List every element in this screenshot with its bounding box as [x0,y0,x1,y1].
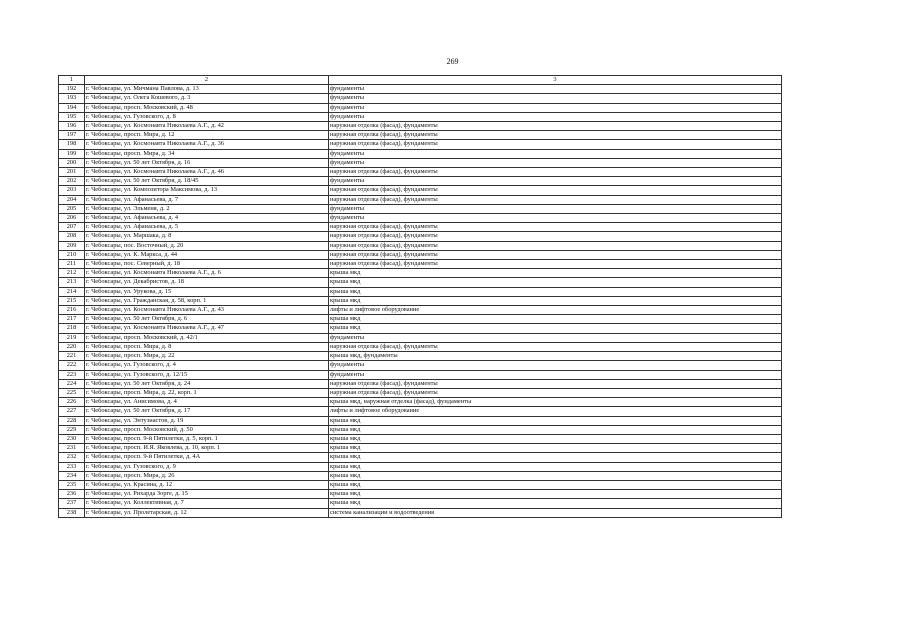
table-row [59,85,782,94]
address-cell: г. Чебоксары, ул. Эльменя, д. 2 [85,204,329,213]
works-cell: крыша мкд [329,315,782,324]
works-cell: фундаменты [329,158,782,167]
address-cell: г. Чебоксары, ул. Декабристов, д. 18 [85,278,329,287]
row-number: 223 [59,370,85,379]
row-number: 193 [59,94,85,103]
address-cell: г. Чебоксары, просп. 9-й Пятилетки, д. 4А [85,453,329,462]
address-cell: г. Чебоксары, ул. 50 лет Октября, д. 17 [85,407,329,416]
works-cell: лифты и лифтовое оборудование [329,306,782,315]
table-row [59,379,782,388]
address-cell: г. Чебоксары, просп. Мира, д. 22, корп. 1 [85,388,329,397]
table-row [59,398,782,407]
address-cell: г. Чебоксары, ул. 50 лет Октября, д. 24 [85,379,329,388]
table-row [59,241,782,250]
row-number: 227 [59,407,85,416]
address-cell: г. Чебоксары, ул. Космонавта Николаева А.Г., д. 43 [85,306,329,315]
works-cell: крыша мкд, наружная отделка (фасад), фундаменты [329,398,782,407]
works-cell: крыша мкд [329,416,782,425]
works-cell: крыша мкд [329,269,782,278]
row-number: 217 [59,315,85,324]
table-row [59,352,782,361]
address-cell: г. Чебоксары, ул. Маршака, д. 8 [85,232,329,241]
table-row [59,416,782,425]
table-row [59,186,782,195]
row-number: 225 [59,388,85,397]
row-number: 234 [59,471,85,480]
address-cell: г. Чебоксары, ул. Красина, д. 12 [85,480,329,489]
table-row [59,94,782,103]
table-row [59,508,782,517]
row-number: 204 [59,195,85,204]
works-cell: наружная отделка (фасад), фундаменты [329,195,782,204]
table-row [59,490,782,499]
works-cell: крыша мкд [329,471,782,480]
row-number: 192 [59,85,85,94]
row-number: 209 [59,241,85,250]
table-row [59,407,782,416]
table-row [59,287,782,296]
address-cell: г. Чебоксары, ул. Космонавта Николаева А.Г., д. 36 [85,140,329,149]
works-cell: наружная отделка (фасад), фундаменты [329,140,782,149]
works-cell: крыша мкд [329,278,782,287]
row-number: 238 [59,508,85,517]
table-row [59,103,782,112]
address-cell: г. Чебоксары, просп. И.Я. Яковлева, д. 10, корп. 1 [85,444,329,453]
address-cell: г. Чебоксары, ул. К. Маркса, д. 44 [85,250,329,259]
table-row [59,370,782,379]
table-row [59,425,782,434]
address-cell: г. Чебоксары, ул. Рихарда Зорге, д. 15 [85,490,329,499]
row-number: 235 [59,480,85,489]
works-cell: наружная отделка (фасад), фундаменты [329,232,782,241]
table-row [59,324,782,333]
table-row [59,444,782,453]
table-row [59,480,782,489]
works-cell: фундаменты [329,177,782,186]
row-number: 230 [59,434,85,443]
row-number: 215 [59,296,85,305]
address-cell: г. Чебоксары, ул. 50 лет Октября, д. 16 [85,158,329,167]
row-number: 208 [59,232,85,241]
row-number: 207 [59,223,85,232]
row-number: 211 [59,260,85,269]
row-number: 222 [59,361,85,370]
address-cell: г. Чебоксары, просп. Мира, д. 22 [85,352,329,361]
row-number: 197 [59,131,85,140]
table-row [59,204,782,213]
address-cell: г. Чебоксары, ул. 50 лет Октября, д. 18/45 [85,177,329,186]
row-number: 206 [59,214,85,223]
address-cell: г. Чебоксары, ул. Пролетарская, д. 12 [85,508,329,517]
address-cell: г. Чебоксары, ул. Космонавта Николаева А.Г., д. 47 [85,324,329,333]
works-cell: система канализации и водоотведения [329,508,782,517]
table-row [59,342,782,351]
row-number: 202 [59,177,85,186]
table-row [59,269,782,278]
address-cell: г. Чебоксары, ул. Афанасьева, д. 5 [85,223,329,232]
table-row [59,434,782,443]
row-number: 220 [59,342,85,351]
row-number: 198 [59,140,85,149]
works-cell: фундаменты [329,214,782,223]
row-number: 199 [59,149,85,158]
row-number: 236 [59,490,85,499]
address-cell: г. Чебоксары, просп. Мира, д. 26 [85,471,329,480]
table-row [59,333,782,342]
works-cell: наружная отделка (фасад), фундаменты [329,131,782,140]
address-cell: г. Чебоксары, пос. Северный, д. 18 [85,260,329,269]
row-number: 224 [59,379,85,388]
works-cell: наружная отделка (фасад), фундаменты [329,379,782,388]
address-cell: г. Чебоксары, ул. Энтузиастов, д. 19 [85,416,329,425]
works-cell: фундаменты [329,361,782,370]
row-number: 196 [59,122,85,131]
works-cell: наружная отделка (фасад), фундаменты [329,186,782,195]
table-row [59,278,782,287]
address-cell: г. Чебоксары, пос. Восточный, д. 20 [85,241,329,250]
row-number: 233 [59,462,85,471]
address-cell: г. Чебоксары, просп. Мира, д. 12 [85,131,329,140]
address-cell: г. Чебоксары, ул. Мичмана Павлова, д. 13 [85,85,329,94]
row-number: 237 [59,499,85,508]
table-row [59,122,782,131]
table-row [59,223,782,232]
row-number: 229 [59,425,85,434]
row-number: 195 [59,112,85,121]
page-number: 269 [446,57,459,66]
column-header: 2 [85,76,329,85]
works-cell: крыша мкд [329,444,782,453]
table-header-row [59,76,782,85]
address-cell: г. Чебоксары, просп. Мира, д. 34 [85,149,329,158]
row-number: 226 [59,398,85,407]
table-row [59,158,782,167]
address-cell: г. Чебоксары, ул. Гузовского, д. 12/15 [85,370,329,379]
table-row [59,361,782,370]
works-cell: наружная отделка (фасад), фундаменты [329,223,782,232]
table-row [59,388,782,397]
works-cell: наружная отделка (фасад), фундаменты [329,260,782,269]
table-row [59,140,782,149]
address-cell: г. Чебоксары, просп. Московский, д. 50 [85,425,329,434]
works-cell: наружная отделка (фасад), фундаменты [329,342,782,351]
address-cell: г. Чебоксары, ул. Композитора Максимова, д. 13 [85,186,329,195]
works-cell: наружная отделка (фасад), фундаменты [329,122,782,131]
table-row [59,250,782,259]
table-row [59,168,782,177]
works-cell: наружная отделка (фасад), фундаменты [329,168,782,177]
works-cell: крыша мкд [329,324,782,333]
table-row [59,195,782,204]
works-cell: фундаменты [329,103,782,112]
address-cell: г. Чебоксары, ул. Афанасьева, д. 4 [85,214,329,223]
table-row [59,296,782,305]
row-number: 200 [59,158,85,167]
works-cell: крыша мкд [329,296,782,305]
row-number: 205 [59,204,85,213]
works-cell: крыша мкд [329,499,782,508]
row-number: 194 [59,103,85,112]
table-row [59,462,782,471]
row-number: 214 [59,287,85,296]
works-cell: фундаменты [329,204,782,213]
row-number: 228 [59,416,85,425]
works-cell: фундаменты [329,94,782,103]
table-row [59,232,782,241]
table-row [59,453,782,462]
table-row [59,260,782,269]
address-cell: г. Чебоксары, ул. Космонавта Николаева А.Г., д. 6 [85,269,329,278]
works-cell: крыша мкд [329,453,782,462]
row-number: 231 [59,444,85,453]
address-cell: г. Чебоксары, ул. Космонавта Николаева А.Г., д. 42 [85,122,329,131]
row-number: 203 [59,186,85,195]
works-cell: наружная отделка (фасад), фундаменты [329,388,782,397]
works-cell: крыша мкд [329,462,782,471]
table-row [59,131,782,140]
works-cell: наружная отделка (фасад), фундаменты [329,250,782,259]
address-cell: г. Чебоксары, ул. Космонавта Николаева А.Г., д. 46 [85,168,329,177]
column-header: 3 [329,76,782,85]
address-cell: г. Чебоксары, ул. Гузовского, д. 4 [85,361,329,370]
row-number: 201 [59,168,85,177]
works-cell: фундаменты [329,370,782,379]
address-cell: г. Чебоксары, ул. Урукова, д. 15 [85,287,329,296]
works-cell: крыша мкд [329,480,782,489]
works-cell: лифты и лифтовое оборудование [329,407,782,416]
address-cell: г. Чебоксары, просп. Московский, д. 42/1 [85,333,329,342]
works-cell: крыша мкд [329,490,782,499]
table-row [59,306,782,315]
works-cell: фундаменты [329,333,782,342]
address-cell: г. Чебоксары, ул. Коллективная, д. 7 [85,499,329,508]
address-cell: г. Чебоксары, ул. Афанасьева, д. 7 [85,195,329,204]
table-row [59,315,782,324]
table-row [59,149,782,158]
column-header: 1 [59,76,85,85]
address-cell: г. Чебоксары, ул. Олега Кошевого, д. 3 [85,94,329,103]
works-cell: фундаменты [329,85,782,94]
address-cell: г. Чебоксары, ул. Гузовского, д. 9 [85,462,329,471]
row-number: 218 [59,324,85,333]
row-number: 212 [59,269,85,278]
row-number: 213 [59,278,85,287]
address-cell: г. Чебоксары, ул. Гузовского, д. 8 [85,112,329,121]
table-row [59,214,782,223]
works-cell: крыша мкд, фундаменты [329,352,782,361]
row-number: 210 [59,250,85,259]
table-row [59,112,782,121]
row-number: 219 [59,333,85,342]
address-cell: г. Чебоксары, просп. Московский, д. 48 [85,103,329,112]
row-number: 221 [59,352,85,361]
address-cell: г. Чебоксары, просп. Мира, д. 8 [85,342,329,351]
address-cell: г. Чебоксары, ул. 50 лет Октября, д. 6 [85,315,329,324]
address-cell: г. Чебоксары, просп. 9-й Пятилетки, д. 5, корп. 1 [85,434,329,443]
table-row [59,177,782,186]
row-number: 232 [59,453,85,462]
table-row [59,499,782,508]
works-cell: фундаменты [329,112,782,121]
works-cell: крыша мкд [329,425,782,434]
address-cell: г. Чебоксары, ул. Анисимова, д. 4 [85,398,329,407]
row-number: 216 [59,306,85,315]
works-table [58,75,782,518]
works-cell: фундаменты [329,149,782,158]
table-row [59,471,782,480]
address-cell: г. Чебоксары, ул. Гражданская, д. 58, корп. 1 [85,296,329,305]
works-cell: крыша мкд [329,434,782,443]
works-cell: наружная отделка (фасад), фундаменты [329,241,782,250]
works-cell: крыша мкд [329,287,782,296]
